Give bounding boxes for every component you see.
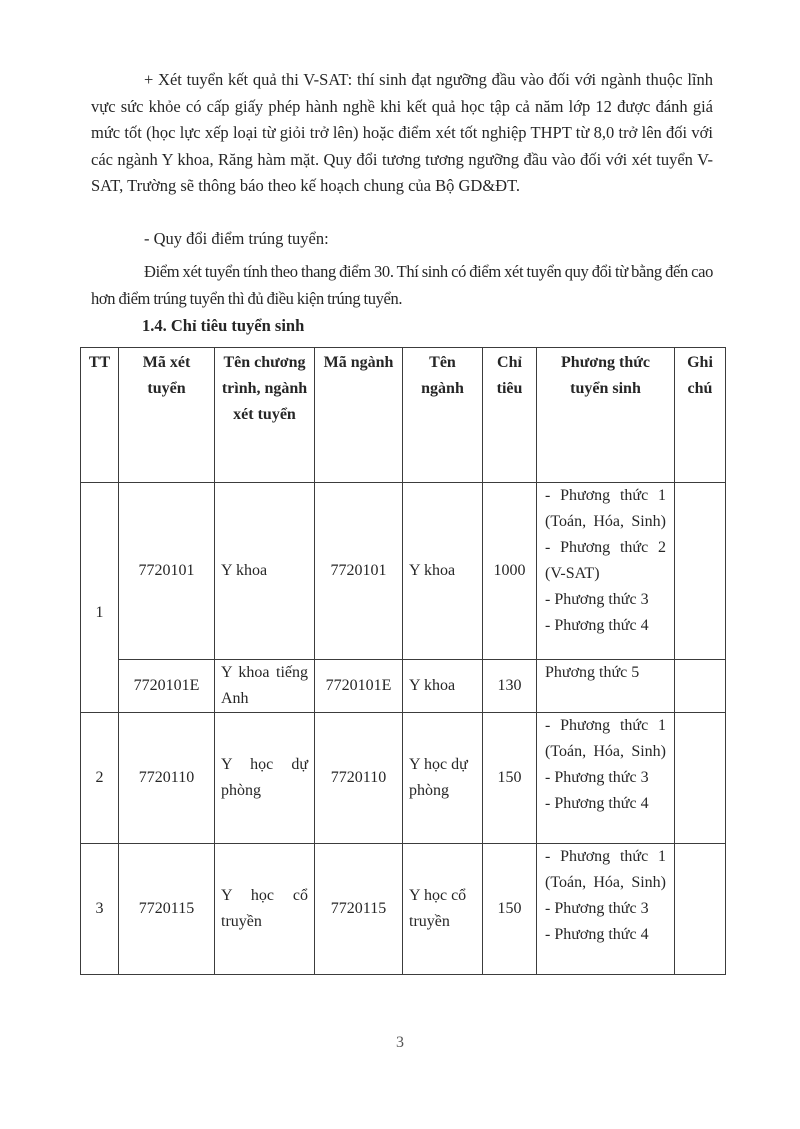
cell-ma-nganh: 7720115 (315, 844, 403, 975)
cell-phuong-thuc (537, 844, 675, 975)
table-row (81, 483, 726, 660)
cell-phuong-thuc (537, 713, 675, 844)
phuong-thuc-line: - Phương thức 1 (Toán, Hóa, Sinh) (545, 717, 666, 760)
header-ma-xet-tuyen: Mã xét tuyển (119, 348, 215, 483)
header-ten-chuong-trinh: Tên chương trình, ngành xét tuyển (215, 348, 315, 483)
phuong-thuc-line: - Phương thức 4 (545, 795, 649, 812)
cell-ghi-chu (675, 483, 726, 660)
cell-chi-tieu: 150 (483, 713, 537, 844)
cell-ten-nganh: Y học dự phòng (403, 713, 483, 844)
cell-ma-xet-tuyen: 7720101 (119, 483, 215, 660)
cell-tt: 3 (81, 844, 119, 975)
cell-ten-chuong-trinh: Y học dự phòng (215, 713, 315, 844)
paragraph-vsat: + Xét tuyển kết quả thi V-SAT: thí sinh đạt ngưỡng đầu vào đối với ngành thuộc lĩnh vực sức khỏe có cấp giấy phép hành nghề khi kết quả học tập cả năm lớp 12 được đánh giá mức tốt (học lực xếp loại từ giỏi trở lên) hoặc điểm xét tốt nghiệp THPT từ 8,0 trở lên đối với các ngành Y khoa, Răng hàm mặt. Quy đổi tương tương ngưỡng đầu vào đối với xét tuyển V-SAT, Trường sẽ thông báo theo kế hoạch chung của Bộ GD&ĐT. (91, 70, 713, 195)
cell-ten-chuong-trinh: Y khoa tiếng Anh (215, 660, 315, 713)
phuong-thuc-line: Phương thức 5 (545, 664, 640, 681)
cell-ma-nganh: 7720101 (315, 483, 403, 660)
cell-ma-nganh: 7720101E (315, 660, 403, 713)
cell-ten-chuong-trinh: Y khoa (215, 483, 315, 660)
cell-ma-xet-tuyen: 7720110 (119, 713, 215, 844)
cell-ten-nganh: Y học cổ truyền (403, 844, 483, 975)
cell-ten-chuong-trinh: Y học cổ truyền (215, 844, 315, 975)
cell-tt: 2 (81, 713, 119, 844)
paragraph-diem-xet-tuyen: Điểm xét tuyển tính theo thang điểm 30. Thí sinh có điểm xét tuyển quy đổi từ bằng đến cao hơn điểm trúng tuyển thì đủ điều kiện trúng tuyển. (91, 262, 713, 308)
header-tt: TT (81, 348, 119, 483)
section-heading: 1.4. Chỉ tiêu tuyển sinh (142, 316, 305, 335)
cell-ma-xet-tuyen: 7720101E (119, 660, 215, 713)
cell-ma-xet-tuyen: 7720115 (119, 844, 215, 975)
cell-chi-tieu: 1000 (483, 483, 537, 660)
phuong-thuc-line: - Phương thức 4 (545, 926, 649, 943)
paragraph-quy-doi: - Quy đổi điểm trúng tuyển: (144, 229, 329, 248)
phuong-thuc-line: - Phương thức 4 (545, 617, 649, 634)
cell-ghi-chu (675, 713, 726, 844)
phuong-thuc-line: - Phương thức 3 (545, 591, 649, 608)
cell-ma-nganh: 7720110 (315, 713, 403, 844)
table-header-row (81, 348, 726, 483)
header-phuong-thuc: Phương thức tuyển sinh (537, 348, 675, 483)
cell-ghi-chu (675, 660, 726, 713)
header-chi-tieu: Chỉ tiêu (483, 348, 537, 483)
phuong-thuc-line: - Phương thức 2 (V-SAT) (545, 539, 666, 582)
cell-phuong-thuc (537, 660, 675, 713)
page-number: 3 (396, 1034, 404, 1051)
header-ghi-chu: Ghi chú (675, 348, 726, 483)
table-row (81, 713, 726, 844)
cell-ten-nganh: Y khoa (403, 660, 483, 713)
phuong-thuc-line: - Phương thức 3 (545, 900, 649, 917)
cell-ten-nganh: Y khoa (403, 483, 483, 660)
phuong-thuc-line: - Phương thức 3 (545, 769, 649, 786)
cell-phuong-thuc (537, 483, 675, 660)
phuong-thuc-line: - Phương thức 1 (Toán, Hóa, Sinh) (545, 848, 666, 891)
cell-chi-tieu: 150 (483, 844, 537, 975)
header-ma-nganh: Mã ngành (315, 348, 403, 483)
table-row (81, 844, 726, 975)
table-row (81, 660, 726, 713)
header-ten-nganh: Tên ngành (403, 348, 483, 483)
cell-ghi-chu (675, 844, 726, 975)
cell-chi-tieu: 130 (483, 660, 537, 713)
cell-tt: 1 (81, 483, 119, 713)
admission-quota-table (80, 347, 726, 975)
phuong-thuc-line: - Phương thức 1 (Toán, Hóa, Sinh) (545, 487, 666, 530)
